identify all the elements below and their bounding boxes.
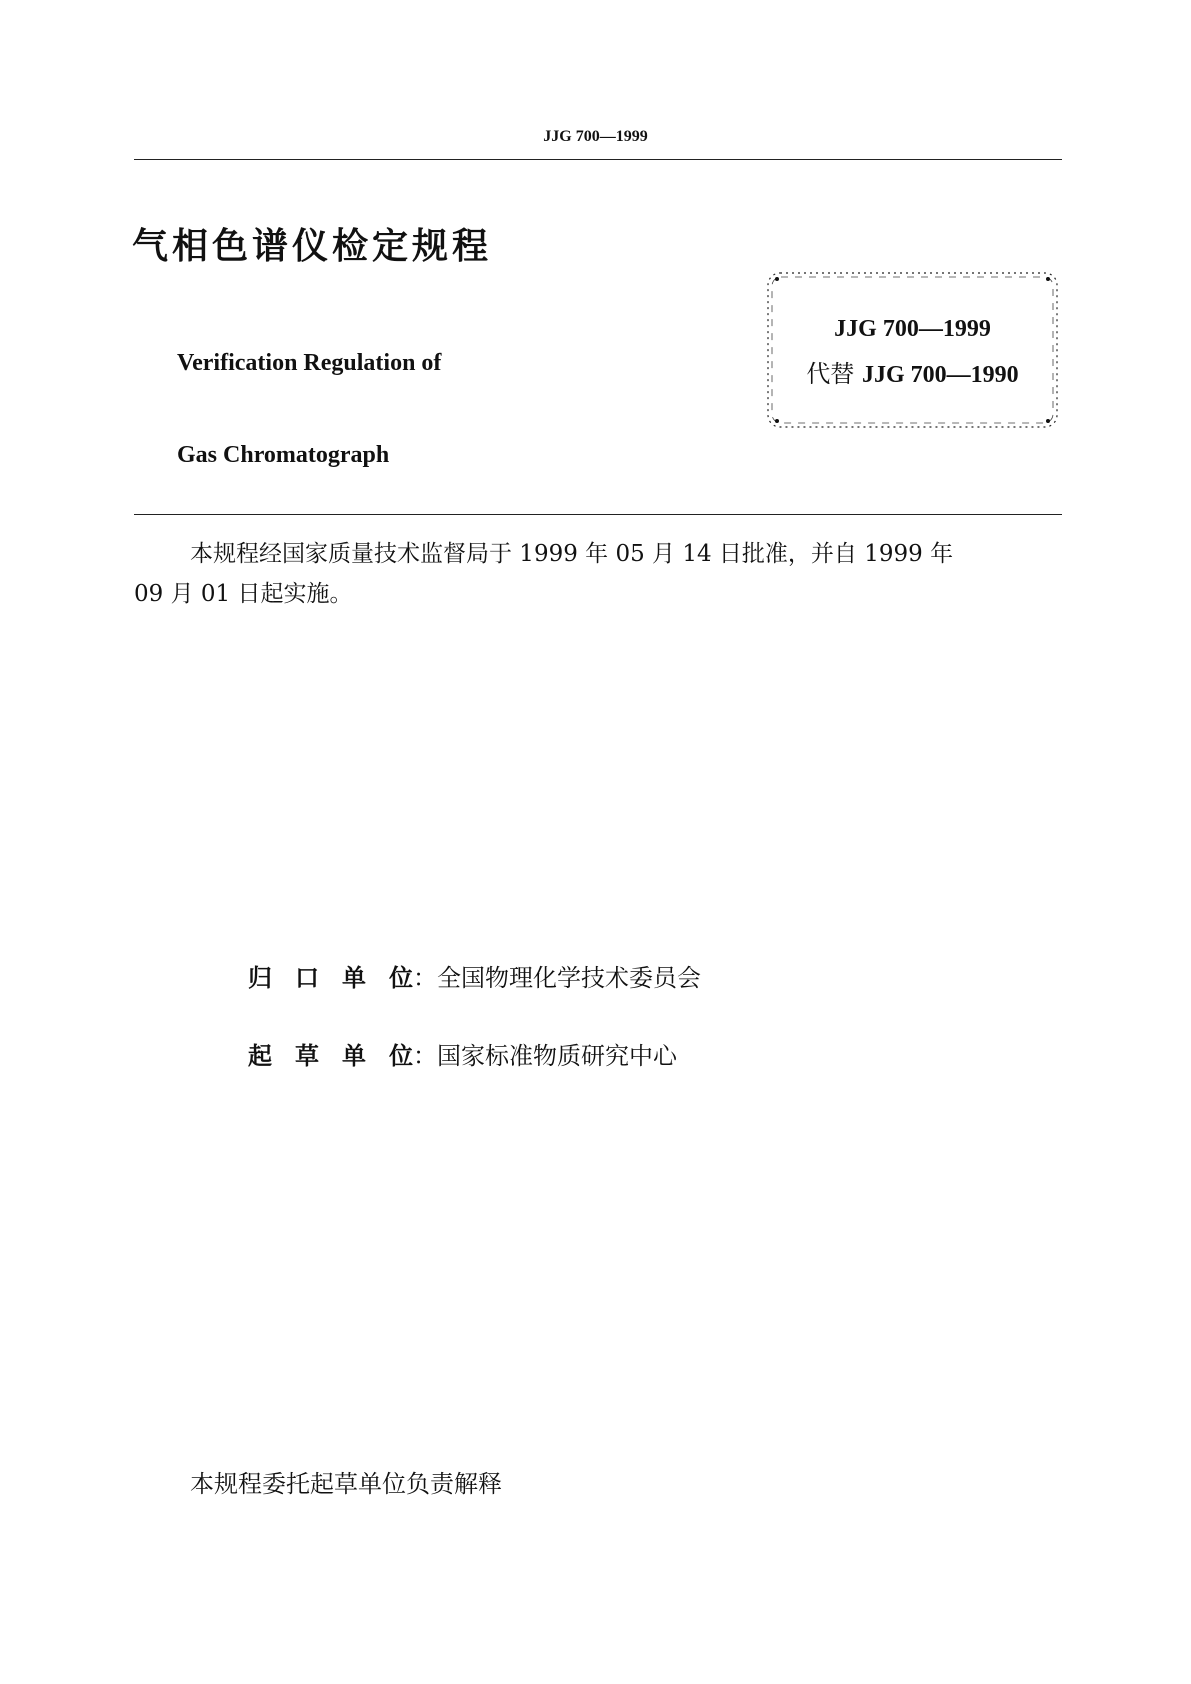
document-title: 气相色谱仪检定规程 <box>132 226 493 267</box>
english-title-line2: Gas Chromatograph <box>177 442 390 468</box>
replaces-line <box>765 354 1060 389</box>
header-rule <box>134 159 1062 160</box>
responsible-unit: 归 口 单 位：全国物理化学技术委员会 <box>248 964 701 992</box>
code-box <box>765 270 1060 430</box>
responsible-unit-value: 全国物理化学技术委员会 <box>437 964 701 992</box>
decorative-border <box>765 270 1060 430</box>
approval-paragraph <box>134 534 1064 614</box>
replaces-prefix: 代替 <box>806 360 855 388</box>
interpretation-note: 本规程委托起草单位负责解释 <box>190 1470 502 1498</box>
drafting-unit: 起 草 单 位：国家标准物质研究中心 <box>248 1042 677 1070</box>
header-code: JJG 700—1999 <box>543 128 648 145</box>
standard-code: JJG 700—1999 <box>834 316 991 342</box>
title-rule <box>134 514 1062 515</box>
approval-line1: 本规程经国家质量技术监督局于 1999 年 05 月 14 日批准，并自 1999 年 <box>190 541 954 567</box>
english-title-line1: Verification Regulation of <box>177 350 442 376</box>
drafting-unit-label: 起 草 单 位 <box>248 1042 413 1070</box>
drafting-unit-value: 国家标准物质研究中心 <box>437 1042 677 1070</box>
responsible-unit-label: 归 口 单 位 <box>248 964 413 992</box>
replaces-code: JJG 700—1990 <box>861 362 1019 388</box>
approval-line2: 09 月 01 日起实施。 <box>134 581 353 607</box>
